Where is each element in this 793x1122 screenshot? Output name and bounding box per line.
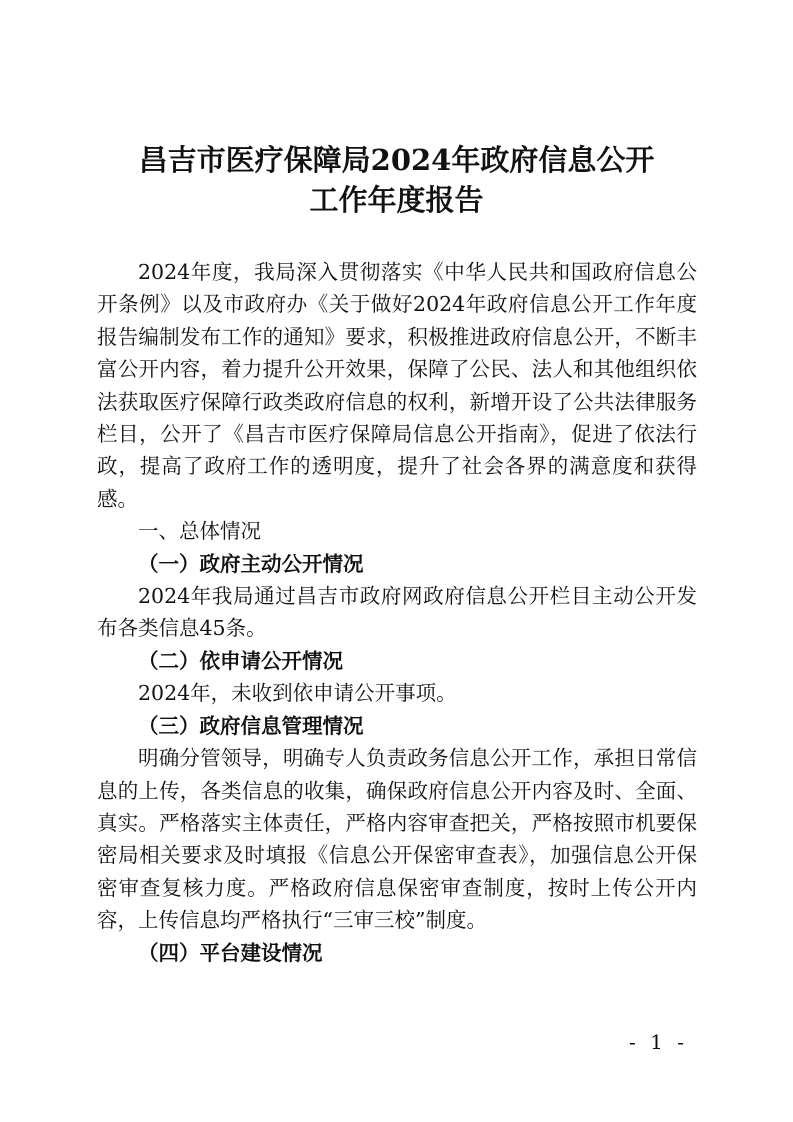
subsection-heading-proactive: （一）政府主动公开情况: [138, 551, 364, 576]
intro-paragraph: 2024年度，我局深入贯彻落实《中华人民共和国政府信息公开条例》以及市政府办《关于做好2024年政府信息公开工作年度报告编制发布工作的通知》要求，积极推进政府信息公开，不断丰富公开内容，着力提升公开效果，保障了公民、法人和其他组织依法获取医疗保障行政类政府信息的权利，新增开设了公共法律服务栏目，公开了《昌吉市医疗保障局信息公开指南》，促进了依法行政，提高了政府工作的透明度，提升了社会各界的满意度和获得感。: [97, 260, 697, 511]
title-line-2: 工作年度报告: [309, 183, 484, 217]
subsection-heading-platform: （四）平台建设情况: [138, 940, 323, 965]
paragraph-proactive: 2024年我局通过昌吉市政府网政府信息公开栏目主动公开发布各类信息45条。: [97, 584, 697, 641]
subsection-heading-management: （三）政府信息管理情况: [138, 713, 364, 738]
subsection-heading-application: （二）依申请公开情况: [138, 648, 343, 673]
section-heading-overview: 一、总体情况: [138, 519, 261, 544]
paragraph-application: 2024年，未收到依申请公开事项。: [138, 681, 457, 706]
paragraph-management: 明确分管领导，明确专人负责政务信息公开工作，承担日常信息的上传，各类信息的收集，确保政府信息公开内容及时、全面、真实。严格落实主体责任，严格内容审查把关，严格按照市机要保密局相关要求及时填报《信息公开保密审查表》，加强信息公开保密审查复核力度。严格政府信息保密审查制度，按时上传公开内容，上传信息均严格执行“三审三校”制度。: [97, 746, 697, 933]
document-body: [97, 256, 697, 969]
page-number: - 1 -: [629, 1030, 688, 1054]
title-line-1: 昌吉市医疗保障局2024年政府信息公开: [138, 143, 655, 177]
document-title: [0, 140, 793, 220]
